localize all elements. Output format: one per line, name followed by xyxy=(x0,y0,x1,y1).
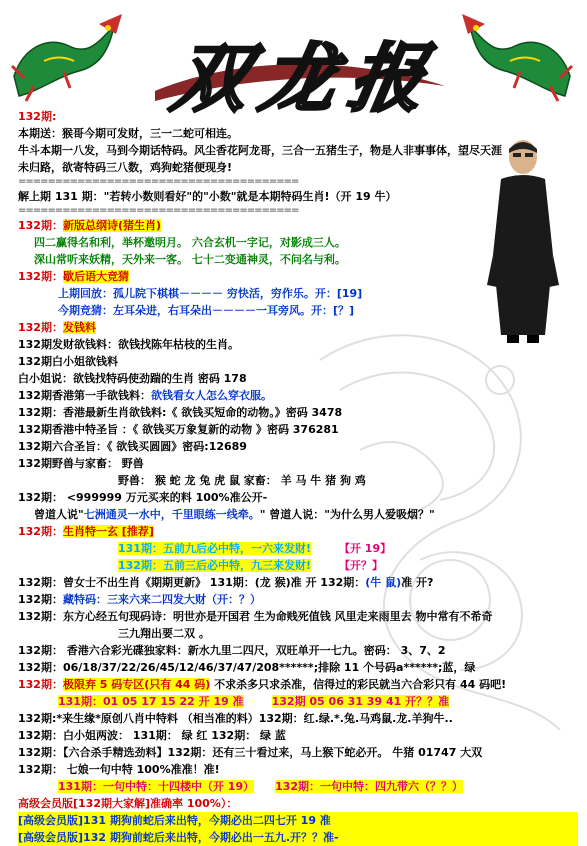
text-line: 132期野兽与家畜： 野兽 xyxy=(18,457,144,470)
highlight-line: 131期：一句中特：十四楼中（开 19） 132期：一句中特：四九带六（？？） xyxy=(58,780,464,793)
poem-line: 四二赢得名和利，举杯邀明月。 六合玄机一字记，对影成三人。 xyxy=(34,236,346,249)
issue-label: 132期: xyxy=(18,110,57,123)
text-line: 132期发财欲钱料：欲钱找陈年枯枝的生肖。 xyxy=(18,338,239,351)
article-body xyxy=(18,108,578,846)
highlight-line: 132期：五前三后必中特，九三来发财! 【开？】 xyxy=(118,559,383,572)
text-line: 解上期 131 期："若转小数则看好"的"小数"就是本期特码生肖!（开 19 牛） xyxy=(18,190,397,203)
text-line: 132期白小姐欲钱料 xyxy=(18,355,118,368)
text-line: 三九翔出要二双 。 xyxy=(118,627,210,640)
text-line: 132期：香港最新生肖欲钱料:《 欲钱买短命的动物。》密码 3478 xyxy=(18,406,343,419)
dragon-icon xyxy=(450,6,580,106)
text-line: 132期：06/18/37/22/26/45/12/46/37/47/208******;排除 11 个号码a******;蓝，绿 xyxy=(18,661,476,674)
text-line: 牛斗本期一八发，马到今期话特码。风尘香花阿龙哥，三合一五猪生子，物是人非事事体，望尽天涯 xyxy=(18,144,502,157)
text-line: 白小姐说：欲钱找特码使劲踹的生肖 密码 178 xyxy=(18,372,247,385)
text-line: 本期送：猴哥今期可发财，三一二蛇可相连。 xyxy=(18,127,238,140)
text-line: 132期香港第一手欲钱料：欲钱看女人怎么穿衣服。 xyxy=(18,389,272,402)
member-line: [高级会员版]131 期狗前蛇后来出特，今期必出二四七开 19 准 xyxy=(18,812,578,829)
text-line: 曾道人说"七洲通灵一水中，千里眼练一线牵。" 曾道人说："为什么男人爱吸烟？" xyxy=(34,508,435,521)
text-line: 132期香港中特圣旨 ：《 欲钱买万象复新的动物 》密码 376281 xyxy=(18,423,339,436)
divider: ====================================== xyxy=(18,205,299,216)
section-heading: 132期：新版总纲诗(猪生肖) xyxy=(18,219,162,232)
dragon-icon xyxy=(4,6,134,106)
text-line: 132期：【六合杀手精选劲料】132期：还有三十看过来，马上猴下蛇必开。 牛猪 01747 大双 xyxy=(18,746,483,759)
text-line: 野兽： 猴 蛇 龙 兔 虎 鼠 家畜： 羊 马 牛 猪 狗 鸡 xyxy=(118,474,366,487)
highlight-line: 131期：五前九后必中特，一六来发财! 【开 19】 xyxy=(118,542,392,555)
text-line: 132期：曾女士不出生肖《期期更新》 131期：(龙 猴)准 开 132期：(牛 鼠)准 开? xyxy=(18,576,434,589)
text-line: 未归路，欲寄特码三八数，鸡狗蛇猪便现身! xyxy=(18,161,233,174)
text-line: 132期： <999999 万元买来的料 100%准公开- xyxy=(18,491,268,504)
text-line: 132期： 七娘一句中特 100%准准！准! xyxy=(18,763,220,776)
riddle-line: 上期回放：孤儿院下棋棋－－－－ 穷快活，穷作乐。开：[19] xyxy=(58,287,363,300)
text-line: 132期：极限弃 5 码专区(只有 44 码) 不求杀多只求杀准，信得过的彩民就当六合彩只有 44 码吧! xyxy=(18,678,507,691)
text-line: 132期：白小姐两波： 131期： 绿 红 132期： 绿 蓝 xyxy=(18,729,286,742)
poem-line: 深山常听来妖精，天外来一客。 七十二变通神灵，不问名与利。 xyxy=(34,253,346,266)
text-line: 132期： 香港六合彩光碟独家料：新水九里二四尺，双旺单开一七九。密码： 3、7、2 xyxy=(18,644,446,657)
section-heading: 132期：生肖特一玄 [推荐] xyxy=(18,525,154,538)
riddle-line: 今期竞猜：左耳朵进，右耳朵出－－－－一耳旁风。开：[？] xyxy=(58,304,355,317)
member-heading: 高级会员版[132期大家解]准确率 100%）： xyxy=(18,797,238,810)
section-heading: 132期：发钱料 xyxy=(18,321,96,334)
text-line: 132期：东方心经五句现码诗：明世亦是开国君 生为命贱死值钱 风里走来雨里去 物中常有不希奇 xyxy=(18,610,493,623)
masthead-title: 双龙报 xyxy=(166,36,446,122)
text-line: 132期:*来生缘*原创八肖中特料 （相当准的料）132期：红.绿.*.兔.马鸡鼠.龙.羊狗牛.. xyxy=(18,712,453,725)
text-line: 132期：藏特码：三来六来二四发大财（开：？） xyxy=(18,593,261,606)
highlight-line: 131期：01 05 17 15 22 开 19 准 132期 05 06 31 39 41 开？？准 xyxy=(58,695,450,708)
member-line: [高级会员版]132 期狗前蛇后来出特，今期必出一五九.开？？准- xyxy=(18,829,578,846)
divider: ====================================== xyxy=(18,176,299,187)
section-heading: 132期：歇后语大竞猜 xyxy=(18,270,129,283)
text-line: 132期六合圣旨：《 欲钱买圆圆》密码:12689 xyxy=(18,440,247,453)
